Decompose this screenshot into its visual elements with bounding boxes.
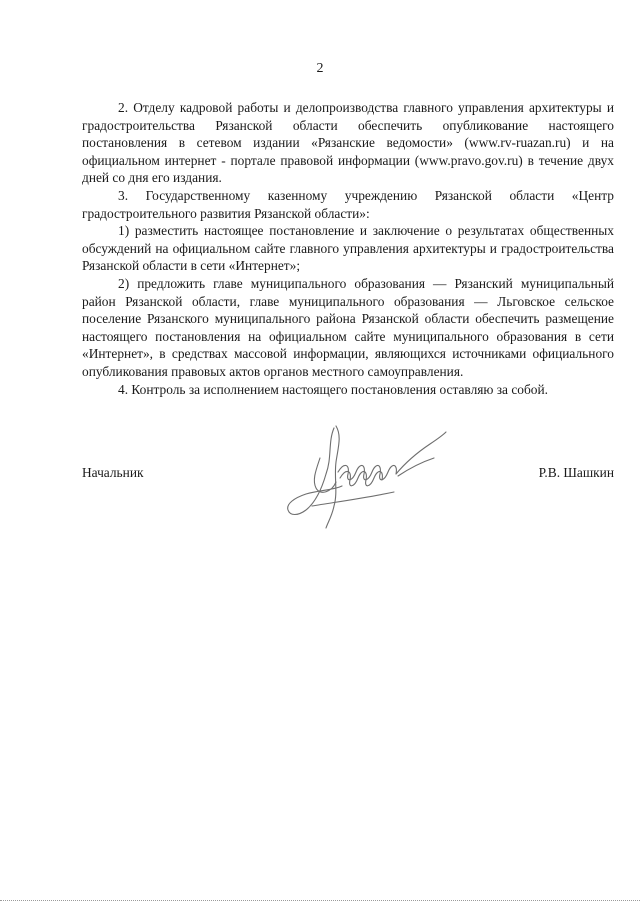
page-number: 2 — [316, 61, 324, 76]
paragraph-3-item-2: 2) предложить главе муниципального образования — Рязанский муниципальный район Рязанской области, главе муниципального образования — Льговское сельское поселение Рязанского муниципального района Рязанской области обеспечить размещение настоящего постановления на официальном сайте муниципального образования в сети «Интернет», в средствах массовой информации, являющихся источниками официального опубликования правовых актов органов местного самоуправления. — [82, 275, 614, 379]
signature-block — [82, 460, 614, 540]
handwritten-signature — [276, 418, 456, 538]
paragraph-3: 3. Государственному казенному учреждению Рязанской области «Центр градостроительного развития Рязанской области»: — [82, 187, 614, 221]
paragraph-2: 2. Отделу кадровой работы и делопроизводства главного управления архитектуры и градостроительства Рязанской области обеспечить опубликование настоящего постановления в сетевом издании «Рязанские ведомости» (www.rv-ruazan.ru) и на официальном интернет - портале правовой информации (www.pravo.gov.ru) в течение двух дней со дня его издания. — [82, 100, 614, 186]
page-bottom-edge — [0, 900, 640, 901]
paragraph-4: 4. Контроль за исполнением настоящего постановления оставляю за собой. — [118, 381, 549, 397]
signer-name: Р.В. Шашкин — [538, 465, 614, 480]
document-body — [82, 99, 614, 398]
paragraph-3-item-1: 1) разместить настоящее постановление и заключение о результатах общественных обсуждений на официальном сайте главного управления архитектуры и градостроительства Рязанской области в сети «Интернет»; — [82, 223, 614, 274]
signer-position: Начальник — [82, 465, 144, 480]
